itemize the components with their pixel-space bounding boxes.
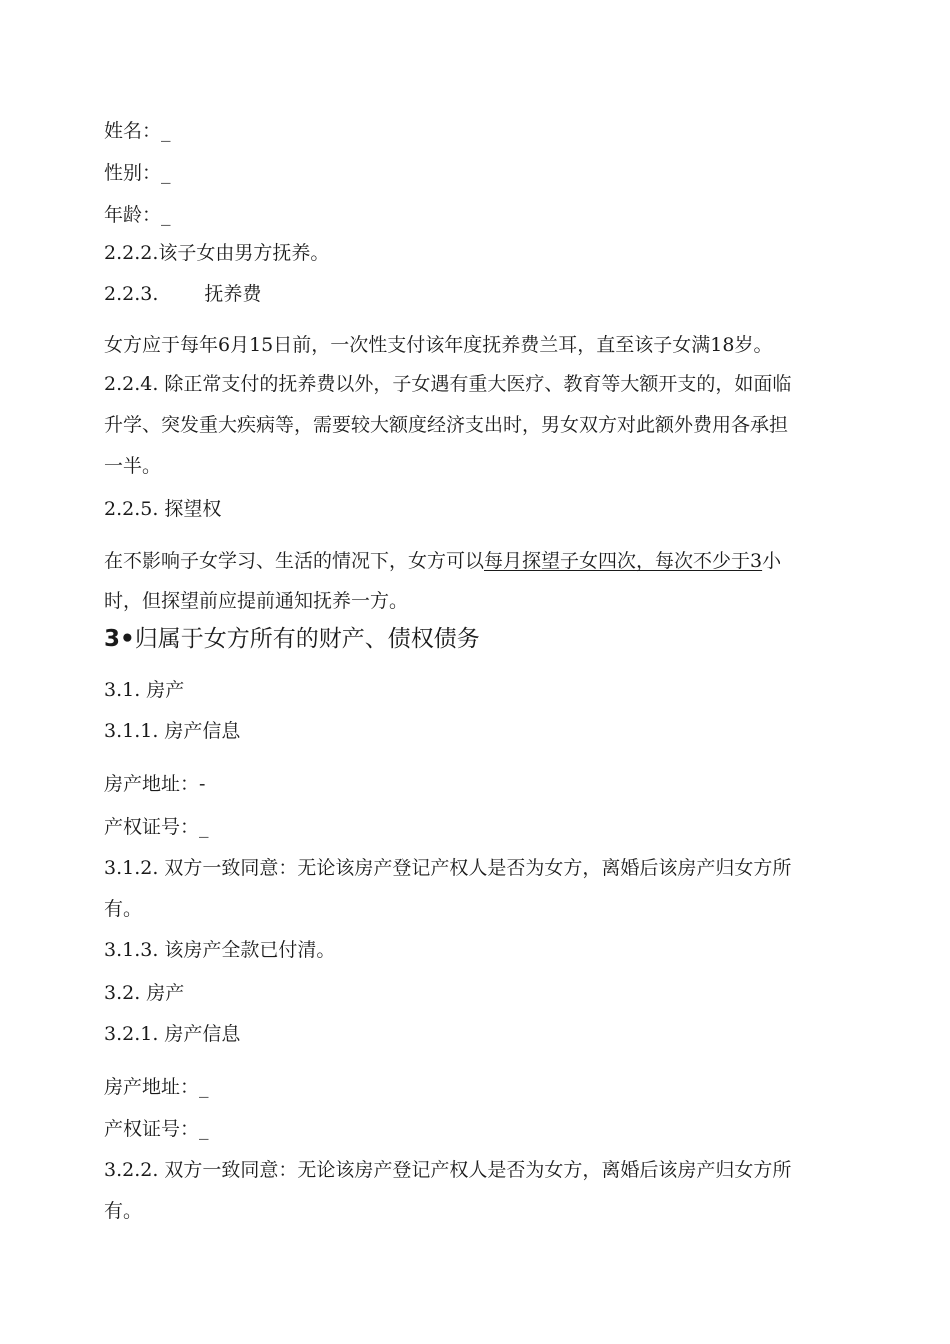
- clause-3-2-heading: 3.2. 房产: [104, 982, 185, 1004]
- clause-2-2-3-number: 2.2.3.: [104, 283, 159, 305]
- clause-2-2-4-line-1: 2.2.4. 除正常支付的抚养费以外，子女遇有重大医疗、教育等大额开支的，如面临: [104, 373, 792, 395]
- clause-3-2-1-heading: 3.2.1. 房产信息: [104, 1023, 241, 1045]
- property-1-address: 房产地址：-: [104, 773, 206, 795]
- child-gender-field: 性别：_: [104, 162, 171, 184]
- clause-2-2-5-heading: 2.2.5. 探望权: [104, 498, 222, 520]
- visitation-text-after: 小: [762, 550, 782, 572]
- section-3-title: 归属于女方所有的财产、债权债务: [134, 626, 480, 652]
- clause-3-2-2-line-1: 3.2.2. 双方一致同意：无论该房产登记产权人是否为女方，离婚后该房产归女方所: [104, 1159, 792, 1181]
- visitation-line-1: [104, 548, 781, 574]
- clause-3-2-2-line-2: 有。: [104, 1200, 143, 1222]
- child-age-field: 年龄：_: [104, 204, 171, 226]
- clause-3-1-3: 3.1.3. 该房产全款已付清。: [104, 939, 336, 961]
- clause-2-2-3-heading: [104, 281, 261, 307]
- clause-2-2-2: 2.2.2.该子女由男方抚养。: [104, 242, 330, 264]
- clause-3-1-heading: 3.1. 房产: [104, 679, 185, 701]
- clause-2-2-4-line-3: 一半。: [104, 455, 162, 477]
- property-2-certificate: 产权证号：_: [104, 1118, 209, 1140]
- clause-2-2-4-line-2: 升学、突发重大疾病等，需要较大额度经济支出时，男女双方对此额外费用各承担: [104, 414, 789, 436]
- clause-3-1-2-line-2: 有。: [104, 898, 143, 920]
- support-payment-text: 女方应于每年6月15日前，一次性支付该年度抚养费兰耳，直至该子女满18岁。: [104, 334, 773, 356]
- property-1-certificate: 产权证号：_: [104, 816, 209, 838]
- visitation-underlined-terms: 每月探望子女四次，每次不少于3: [484, 550, 763, 572]
- clause-3-1-1-heading: 3.1.1. 房产信息: [104, 720, 241, 742]
- clause-3-1-2-line-1: 3.1.2. 双方一致同意：无论该房产登记产权人是否为女方，离婚后该房产归女方所: [104, 857, 792, 879]
- section-3-number: 3•: [104, 626, 135, 652]
- visitation-line-2: 时，但探望前应提前通知抚养一方。: [104, 590, 409, 612]
- section-3-heading: [104, 624, 480, 654]
- clause-2-2-3-title: 抚养费: [204, 283, 262, 305]
- visitation-text-before: 在不影响子女学习、生活的情况下，女方可以: [104, 550, 485, 572]
- child-name-field: 姓名：_: [104, 120, 171, 142]
- property-2-address: 房产地址：_: [104, 1076, 209, 1098]
